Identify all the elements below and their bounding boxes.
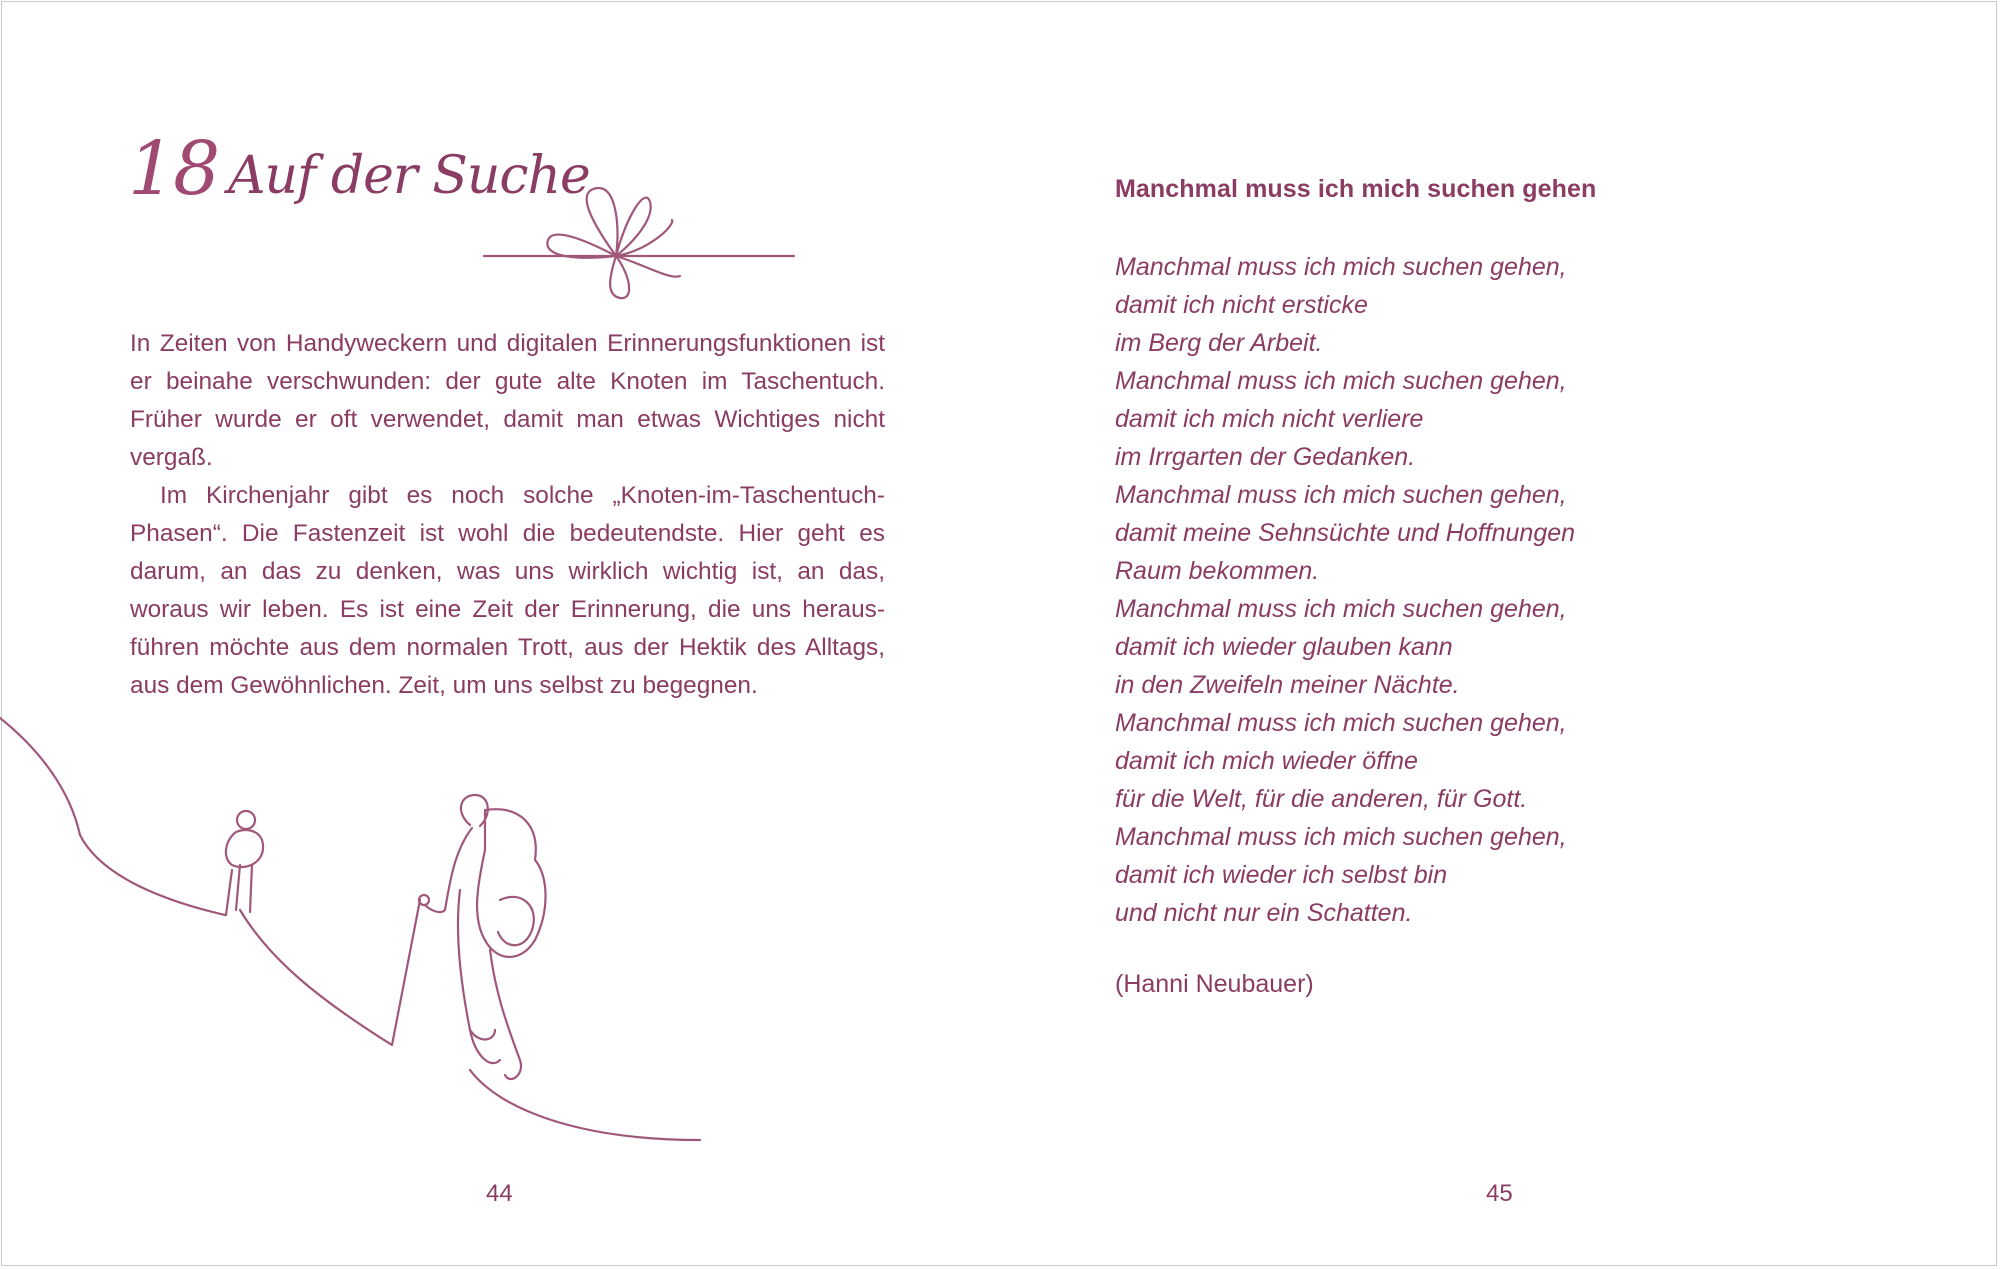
poem-line: damit ich mich wieder öffne xyxy=(1115,747,1418,775)
poem-line: damit ich nicht ersticke xyxy=(1115,291,1368,319)
poem-line: Manchmal muss ich mich suchen gehen, xyxy=(1115,595,1567,623)
poem-line: Manchmal muss ich mich suchen gehen, xyxy=(1115,367,1567,395)
poem-line: damit ich mich nicht verliere xyxy=(1115,405,1424,433)
chapter-number: 18 xyxy=(128,126,219,212)
poem-line: und nicht nur ein Schatten. xyxy=(1115,899,1413,927)
poem-author: (Hanni Neubauer) xyxy=(1115,970,1314,998)
poem-line: Manchmal muss ich mich suchen gehen, xyxy=(1115,823,1567,851)
poem-line: Manchmal muss ich mich suchen gehen, xyxy=(1115,709,1567,737)
poem-line: damit meine Sehnsüchte und Hoffnungen xyxy=(1115,519,1576,547)
hikers-line-art-illustration xyxy=(0,700,720,1160)
poem xyxy=(1115,248,1675,932)
body-paragraph: In Zeiten von Handyweckern und digitalen Erinnerungsfunktionen ist er beinahe verschwunden: der gute alte Knoten im Taschentuch. Früher wurde er oft verwendet, damit man etwas Wichtiges nicht vergaß. xyxy=(130,330,885,471)
body-paragraph: Im Kirchenjahr gibt es noch solche „Knoten-im-Taschentuch-Phasen“. Die Fastenzeit ist wohl die bedeutendste. Hier geht es darum, an das zu denken, was uns wirklich wichtig ist, an das, woraus wir leben. Es ist eine Zeit der Erinnerung, die uns herausführen möchte aus dem normalen Trott, aus der Hektik des Alltags, aus dem Gewöhnlichen. Zeit, um uns selbst zu begegnen. xyxy=(130,482,885,699)
poem-line: Manchmal muss ich mich suchen gehen, xyxy=(1115,253,1567,281)
poem-line: Manchmal muss ich mich suchen gehen, xyxy=(1115,481,1567,509)
page-number-left: 44 xyxy=(486,1180,513,1207)
poem-line: Raum bekommen. xyxy=(1115,557,1320,585)
ribbon-bow-illustration xyxy=(480,180,800,310)
poem-line: im Berg der Arbeit. xyxy=(1115,329,1323,357)
poem-line: im Irrgarten der Gedanken. xyxy=(1115,443,1416,471)
poem-title: Manchmal muss ich mich suchen gehen xyxy=(1115,175,1597,203)
poem-line: für die Welt, für die anderen, für Gott. xyxy=(1115,785,1528,813)
poem-line: in den Zweifeln meiner Nächte. xyxy=(1115,671,1460,699)
poem-line: damit ich wieder ich selbst bin xyxy=(1115,861,1448,889)
poem-line: damit ich wieder glauben kann xyxy=(1115,633,1453,661)
body-text xyxy=(130,325,885,705)
page-number-right: 45 xyxy=(1486,1180,1513,1207)
chapter-title: Auf der Suche xyxy=(228,146,590,206)
